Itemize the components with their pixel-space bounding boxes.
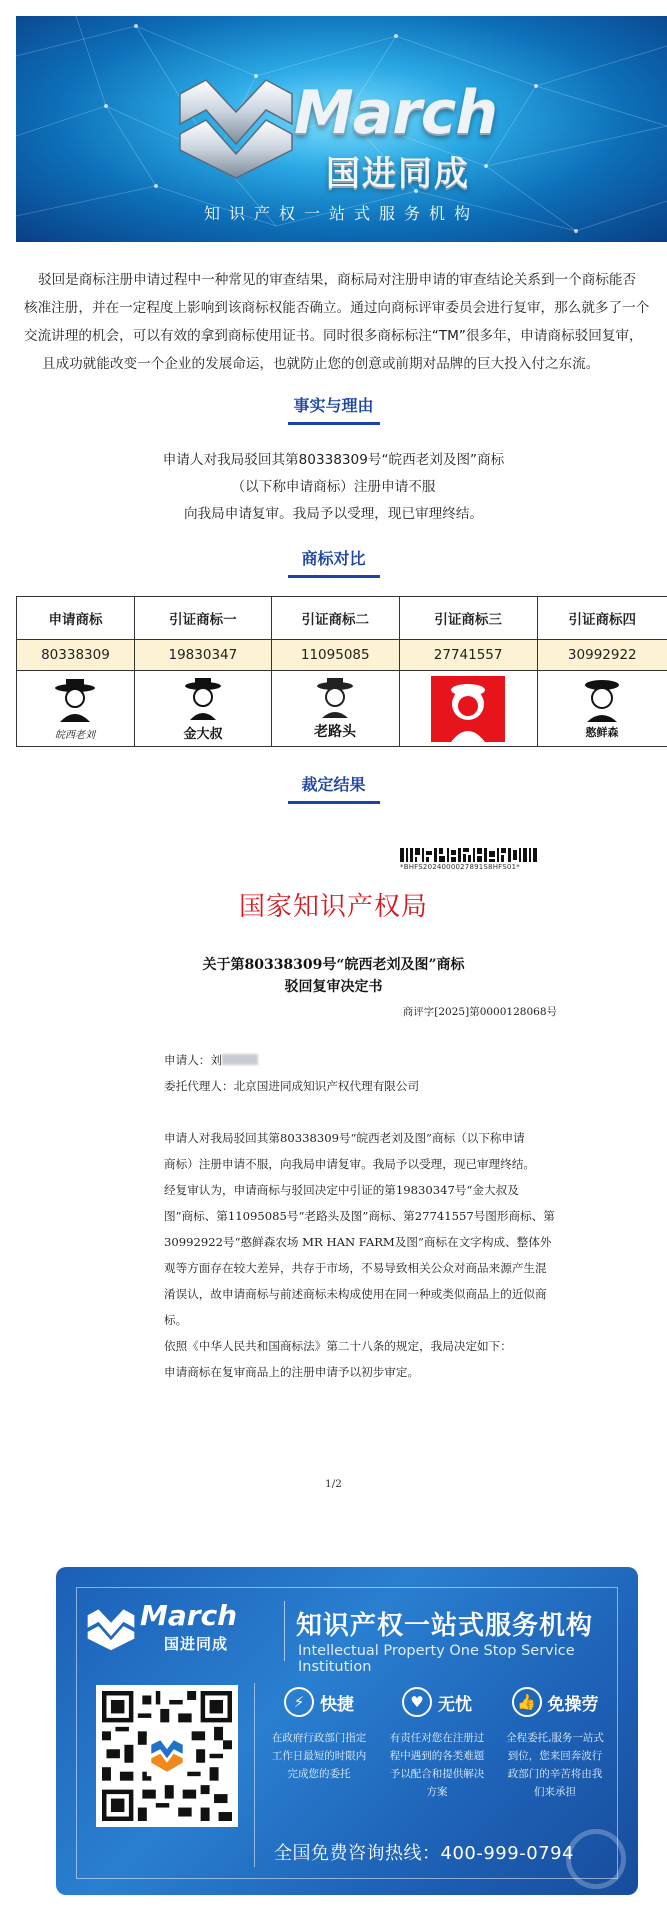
trademark-hanxiansen-image	[565, 676, 639, 742]
banner-slogan: 知识产权一站式服务机构	[203, 204, 479, 223]
feature-worry-free	[382, 1687, 492, 1801]
brand-name-en: March	[294, 78, 498, 148]
table-cell: 27741557	[399, 640, 537, 671]
intro-line: 驳回是商标注册申请过程中一种常见的审查结果，商标局对注册申请的审查结论关系到一个商标能否	[38, 272, 637, 288]
table-header-cell: 引证商标二	[271, 597, 399, 640]
facts-line: （以下称申请商标）注册申请不服	[231, 479, 436, 495]
feature-fast	[264, 1687, 374, 1783]
trademark-jindashu-image	[166, 676, 240, 742]
body-line: 标。	[164, 1313, 188, 1327]
heart-icon: ♥	[402, 1687, 432, 1717]
feature-effortless	[500, 1687, 610, 1801]
trademark-red-portrait-image	[431, 676, 505, 742]
body-line: 商标）注册申请不服，向我局申请复审。我局予以受理，现已审理终结。	[164, 1157, 536, 1171]
section-title-result	[0, 772, 667, 804]
trademark-comparison-table	[16, 596, 667, 747]
trademark-laolutou-image	[298, 676, 372, 742]
feature-description: 在政府行政部门指定工作日最短的时限内完成您的委托	[271, 1732, 367, 1780]
document-title-line: 关于第80338309号“皖西老刘及图”商标	[202, 957, 465, 973]
table-number-row	[17, 640, 667, 671]
body-line: 申请商标在复审商品上的注册申请予以初步审定。	[164, 1365, 420, 1379]
title-underline	[288, 422, 380, 425]
trademark-text: 皖西老刘	[55, 729, 96, 741]
lightning-icon: ⚡	[284, 1687, 314, 1717]
qr-code-icon[interactable]	[96, 1685, 238, 1827]
table-header-cell: 引证商标三	[399, 597, 537, 640]
intro-paragraph	[24, 266, 667, 378]
trademark-wanxilaoliu-image	[38, 676, 112, 742]
title-underline	[288, 575, 380, 578]
trademark-text: 金大叔	[183, 726, 223, 742]
barcode-icon	[400, 848, 538, 862]
trademark-image-cell	[134, 671, 271, 747]
march-m-icon	[176, 72, 296, 182]
section-title-text: 裁定结果	[301, 775, 366, 794]
table-header-cell: 引证商标四	[537, 597, 667, 640]
service-card	[56, 1567, 638, 1895]
intro-line: 核准注册，并在一定程度上影响到该商标权能否确立。通过向商标评审委员会进行复审，那么就多了一个	[24, 300, 650, 316]
intro-line: 且成功就能改变一个企业的发展命运，也就防止您的创意或前期对品牌的巨大投入付之东流。	[42, 356, 600, 372]
watermark-icon	[566, 1829, 626, 1889]
card-subtitle: Intellectual Property One Stop Service Institution	[298, 1643, 575, 1675]
thumbs-up-icon: 👍	[512, 1687, 542, 1717]
feature-title: 无忧	[438, 1694, 472, 1715]
trademark-text: 憨鲜森	[585, 725, 619, 739]
body-line: 图”商标、第11095085号“老路头及图”商标、第27741557号图形商标、第	[164, 1209, 555, 1223]
section-title-text: 商标对比	[301, 549, 366, 568]
table-cell: 11095085	[271, 640, 399, 671]
section-title-facts	[0, 393, 667, 425]
card-divider	[284, 1601, 285, 1661]
facts-line: 向我局申请复审。我局予以受理，现已审理终结。	[183, 506, 484, 522]
feature-title: 快捷	[320, 1694, 354, 1715]
card-brand-en: March	[140, 1599, 238, 1632]
table-cell: 30992922	[537, 640, 667, 671]
page-number: 1/2	[325, 1478, 342, 1490]
applicant-line	[164, 1047, 559, 1073]
trademark-image-cell	[17, 671, 135, 747]
facts-text	[0, 447, 667, 528]
title-underline	[288, 801, 380, 804]
document-title-line: 驳回复审决定书	[284, 979, 383, 995]
card-title: 知识产权一站式服务机构	[296, 1611, 594, 1641]
applicant-label: 申请人：刘	[164, 1053, 222, 1067]
card-brand-cn: 国进同成	[164, 1635, 229, 1653]
trademark-text: 老路头	[314, 723, 357, 740]
body-line: 淆误认，故申请商标与前述商标未构成使用在同一种或类似商品上的近似商	[164, 1287, 547, 1301]
body-line: 观等方面存在较大差异，共存于市场，不易导致相关公众对商品来源产生混	[164, 1261, 547, 1275]
barcode-text: *BHFS2024000027891S8HFS01*	[400, 863, 520, 871]
redacted-name	[222, 1054, 258, 1065]
decision-document	[0, 838, 667, 1518]
trademark-image-cell	[271, 671, 399, 747]
brand-logo	[176, 64, 516, 194]
table-cell: 19830347	[134, 640, 271, 671]
march-m-icon	[86, 1603, 136, 1655]
trademark-image-cell	[537, 671, 667, 747]
body-line: 依照《中华人民共和国商标法》第二十八条的规定，我局决定如下：	[164, 1339, 512, 1353]
table-header-row	[17, 597, 667, 640]
feature-title: 免操劳	[547, 1694, 599, 1715]
intro-line: 交流讲理的机会，可以有效的拿到商标使用证书。同时很多商标标注“TM”很多年，申请商标驳回复审，	[24, 328, 643, 344]
document-title	[0, 954, 667, 998]
document-body	[164, 1047, 559, 1385]
brand-name-cn: 国进同成	[326, 154, 470, 194]
table-cell: 80338309	[17, 640, 135, 671]
agent-line: 委托代理人：北京国进同成知识产权代理有限公司	[164, 1079, 420, 1093]
body-line: 经复审认为，申请商标与驳回决定中引证的第19830347号“金大叔及	[164, 1183, 519, 1197]
authority-name: 国家知识产权局	[238, 892, 428, 922]
hotline-text[interactable]: 全国免费咨询热线：400-999-0794	[274, 1843, 575, 1864]
body-line: 30992922号“憨鲜森农场 MR HAN FARM及图”商标在文字构成、整体外	[164, 1235, 552, 1249]
section-title-compare	[0, 546, 667, 578]
section-title-text: 事实与理由	[293, 396, 374, 415]
table-header-cell: 引证商标一	[134, 597, 271, 640]
table-header-cell: 申请商标	[17, 597, 135, 640]
trademark-image-cell	[399, 671, 537, 747]
header-banner	[16, 16, 667, 242]
card-vertical-divider	[254, 1683, 255, 1867]
feature-description: 全程委托,服务一站式到位，您来回奔波行政部门的辛苦将由我们来承担	[506, 1732, 604, 1798]
table-image-row	[17, 671, 667, 747]
document-number: 商评字[2025]第0000128068号	[402, 1006, 557, 1018]
feature-description: 有责任对您在注册过程中遇到的各类难题予以配合和提供解决方案	[389, 1732, 485, 1798]
facts-line: 申请人对我局驳回其第80338309号“皖西老刘及图”商标	[162, 452, 505, 468]
body-line: 申请人对我局驳回其第80338309号“皖西老刘及图”商标（以下称申请	[164, 1131, 525, 1145]
